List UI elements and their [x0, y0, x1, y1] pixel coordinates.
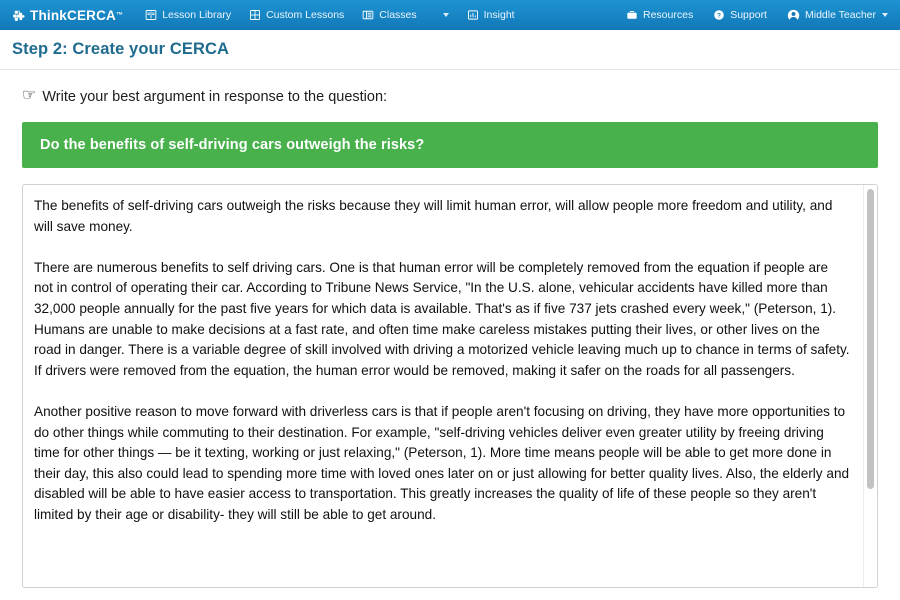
nav-item-label: Custom Lessons: [266, 9, 345, 21]
nav-right-group: [626, 9, 890, 22]
chevron-down-icon-user[interactable]: [882, 13, 888, 17]
question-circle-icon: [713, 9, 725, 21]
user-avatar-icon: [787, 9, 800, 22]
brand-name: ThinkCERCA: [30, 7, 116, 23]
nav-item-label: Resources: [643, 9, 694, 21]
nav-item-insight[interactable]: [467, 9, 515, 21]
brand-logo[interactable]: [12, 8, 123, 23]
instruction-text: Write your best argument in response to the question:: [42, 89, 388, 105]
page-title: Step 2: Create your CERCA: [12, 40, 230, 58]
classes-icon: [362, 9, 374, 21]
nav-item-label: Insight: [483, 9, 515, 21]
nav-item-classes[interactable]: [362, 9, 416, 21]
briefcase-icon: [626, 9, 638, 21]
essay-scrollbar[interactable]: [863, 185, 877, 587]
chevron-down-icon-classes[interactable]: [443, 13, 449, 17]
essay-textarea[interactable]: [22, 184, 878, 588]
essay-paragraph: The benefits of self-driving cars outweigh the risks because they will limit human error, will allow people more freedom and utility, and will save money.: [34, 198, 833, 234]
page-title-bar: [0, 30, 900, 70]
nav-item-resources[interactable]: [626, 9, 693, 21]
nav-item-support[interactable]: [713, 9, 767, 21]
puzzle-logo-icon: [12, 9, 25, 22]
nav-item-lesson-library[interactable]: [145, 9, 231, 21]
top-navigation-bar: [0, 0, 900, 30]
user-name-label: Middle Teacher: [804, 9, 876, 21]
instruction-row: [22, 89, 878, 105]
main-content: [0, 89, 900, 588]
essay-paragraph: There are numerous benefits to self driving cars. One is that human error will be completely removed from the equation if people are not in control of operating their car. According to Tribune News Service, "In the U.S. alone, vehicular accidents have killed more than 32,000 people annually for the past five years for which data is available. That's as if five 737 jets crashed every week," (Peterson, 1). Humans are unable to make decisions at a fast rate, and often time make careless mistakes putting their lives, or other lives on the road in danger. There is a variable degree of skill involved with driving a motorized vehicle leaving much up to chance in terms of safety. If drivers were removed from the equation, the human error would be removed, making it safer on the roads for all passengers.: [34, 259, 850, 378]
nav-item-label: Lesson Library: [162, 9, 232, 21]
question-banner: [22, 122, 878, 168]
nav-left-group: [12, 8, 533, 23]
question-text: Do the benefits of self-driving cars outweigh the risks?: [40, 137, 425, 153]
svg-text:?: ?: [717, 12, 722, 20]
nav-item-label: Support: [730, 9, 767, 21]
chart-icon: [467, 9, 479, 21]
nav-item-custom-lessons[interactable]: [249, 9, 344, 21]
pointing-hand-icon: ☞: [22, 87, 37, 104]
essay-content[interactable]: [23, 185, 863, 587]
brand-trademark: ™: [116, 11, 124, 19]
nav-item-user-menu[interactable]: [787, 9, 888, 22]
book-icon: [145, 9, 157, 21]
essay-scrollbar-thumb[interactable]: [867, 189, 874, 489]
essay-paragraph: Another positive reason to move forward with driverless cars is that if people aren't focusing on driving, they have more opportunities to do other things while commuting to their destination. For example, "self-driving vehicles deliver even greater utility by freeing driving time for other things — be it texting, working or just relaxing," (Peterson, 1). More time means people will be able to get more done in their day, this also could lead to spending more time with loved ones later on or just allowing for better quality lives. Also, the elderly and disabled will be able to have easier access to transportation. This greatly increases the quality of life of these people so they aren't limited by their age or disability- they will still be able to get around.: [34, 403, 850, 522]
grid-document-icon: [249, 9, 261, 21]
nav-item-label: Classes: [379, 9, 417, 21]
